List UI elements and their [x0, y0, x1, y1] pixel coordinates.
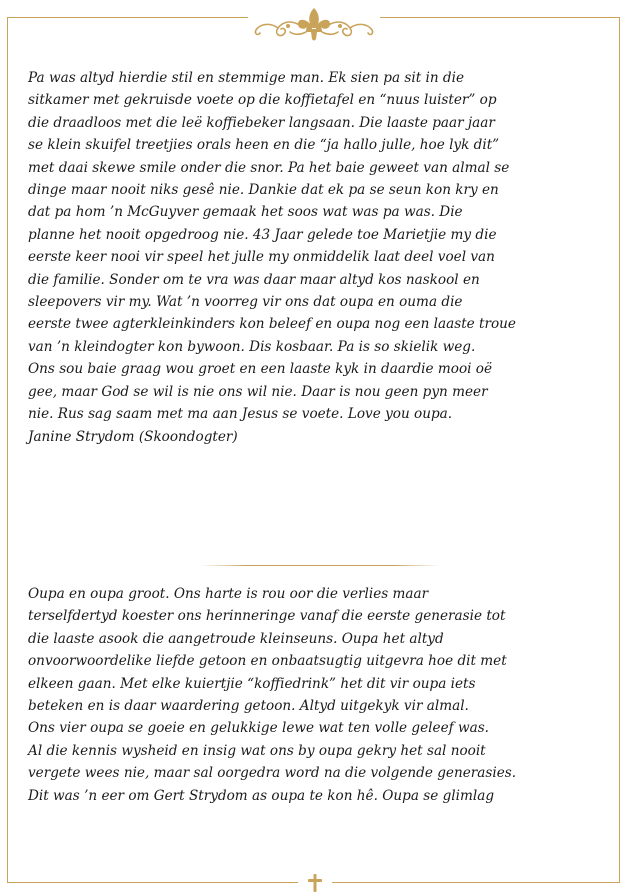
text-line: Dit was ’n eer om Gert Strydom as oupa te kon hê. Oupa se glimlag [28, 787, 495, 804]
text-line: Pa was altyd hierdie stil en stemmige man. Ek sien pa sit in die [28, 70, 465, 86]
text-line: planne het nooit opgedroog nie. 43 Jaar gelede toe Marietjie my die [28, 226, 497, 243]
section-divider [200, 565, 440, 566]
text-line: eerste twee agterkleinkinders kon beleef en oupa nog een laaste troue [28, 316, 516, 333]
tribute-grandchildren [28, 583, 608, 807]
text-line: dat pa hom ’n McGuyver gemaak het soos wat was pa was. Die [28, 204, 463, 221]
tribute-janine [28, 67, 608, 448]
text-line: Oupa en oupa groot. Ons harte is rou oor die verlies maar [28, 586, 429, 602]
text-line: die laaste asook die aangetroude kleinseuns. Oupa het altyd [28, 630, 444, 647]
fleur-de-lis-flourish-icon [250, 6, 378, 44]
text-line: Al die kennis wysheid en insig wat ons by oupa gekry het sal nooit [28, 742, 486, 759]
text-line: dinge maar nooit niks gesê nie. Dankie dat ek pa se seun kon kry en [28, 182, 499, 199]
signature-line: Janine Strydom (Skoondogter) [28, 428, 238, 445]
text-line: se klein skuifel treetjies orals heen en die “ja hallo julle, hoe lyk dit” [28, 137, 500, 154]
text-line: terselfdertyd koester ons herinneringe vanaf die eerste generasie tot [28, 608, 506, 625]
text-line: gee, maar God se wil is nie ons wil nie. Daar is nou geen pyn meer [28, 383, 488, 400]
text-line: eerste keer nooi vir speel het julle my onmiddelik laat deel voel van [28, 249, 495, 266]
text-line: die draadloos met die leë koffiebeker langsaan. Die laaste paar jaar [28, 114, 495, 131]
text-line: die familie. Sonder om te vra was daar maar altyd kos naskool en [28, 271, 480, 288]
text-line: elkeen gaan. Met elke kuiertjie “koffiedrink” het dit vir oupa iets [28, 675, 476, 692]
text-line: nie. Rus sag saam met ma aan Jesus se voete. Love you oupa. [28, 406, 453, 423]
text-line: Ons sou baie graag wou groet en een laaste kyk in daardie mooi oë [28, 361, 493, 378]
text-line: sleepovers vir my. Wat ’n voorreg vir ons dat oupa en ouma die [28, 294, 463, 311]
text-line: van ’n kleindogter kon bywoon. Dis kosbaar. Pa is so skielik weg. [28, 338, 476, 355]
text-line: sitkamer met gekruisde voete op die koffietafel en “nuus luister” op [28, 92, 497, 109]
text-line: Ons vier oupa se goeie en gelukkige lewe wat ten volle geleef was. [28, 720, 489, 737]
text-line: onvoorwoordelike liefde getoon en onbaatsugtig uitgevra hoe dit met [28, 653, 507, 670]
text-line: vergete wees nie, maar sal oorgedra word na die volgende generasies. [28, 765, 517, 782]
text-line: met daai skewe smile onder die snor. Pa het baie geweet van almal se [28, 159, 510, 176]
text-line: beteken en is daar waardering getoon. Altyd uitgekyk vir almal. [28, 698, 469, 715]
cross-icon [304, 873, 326, 893]
